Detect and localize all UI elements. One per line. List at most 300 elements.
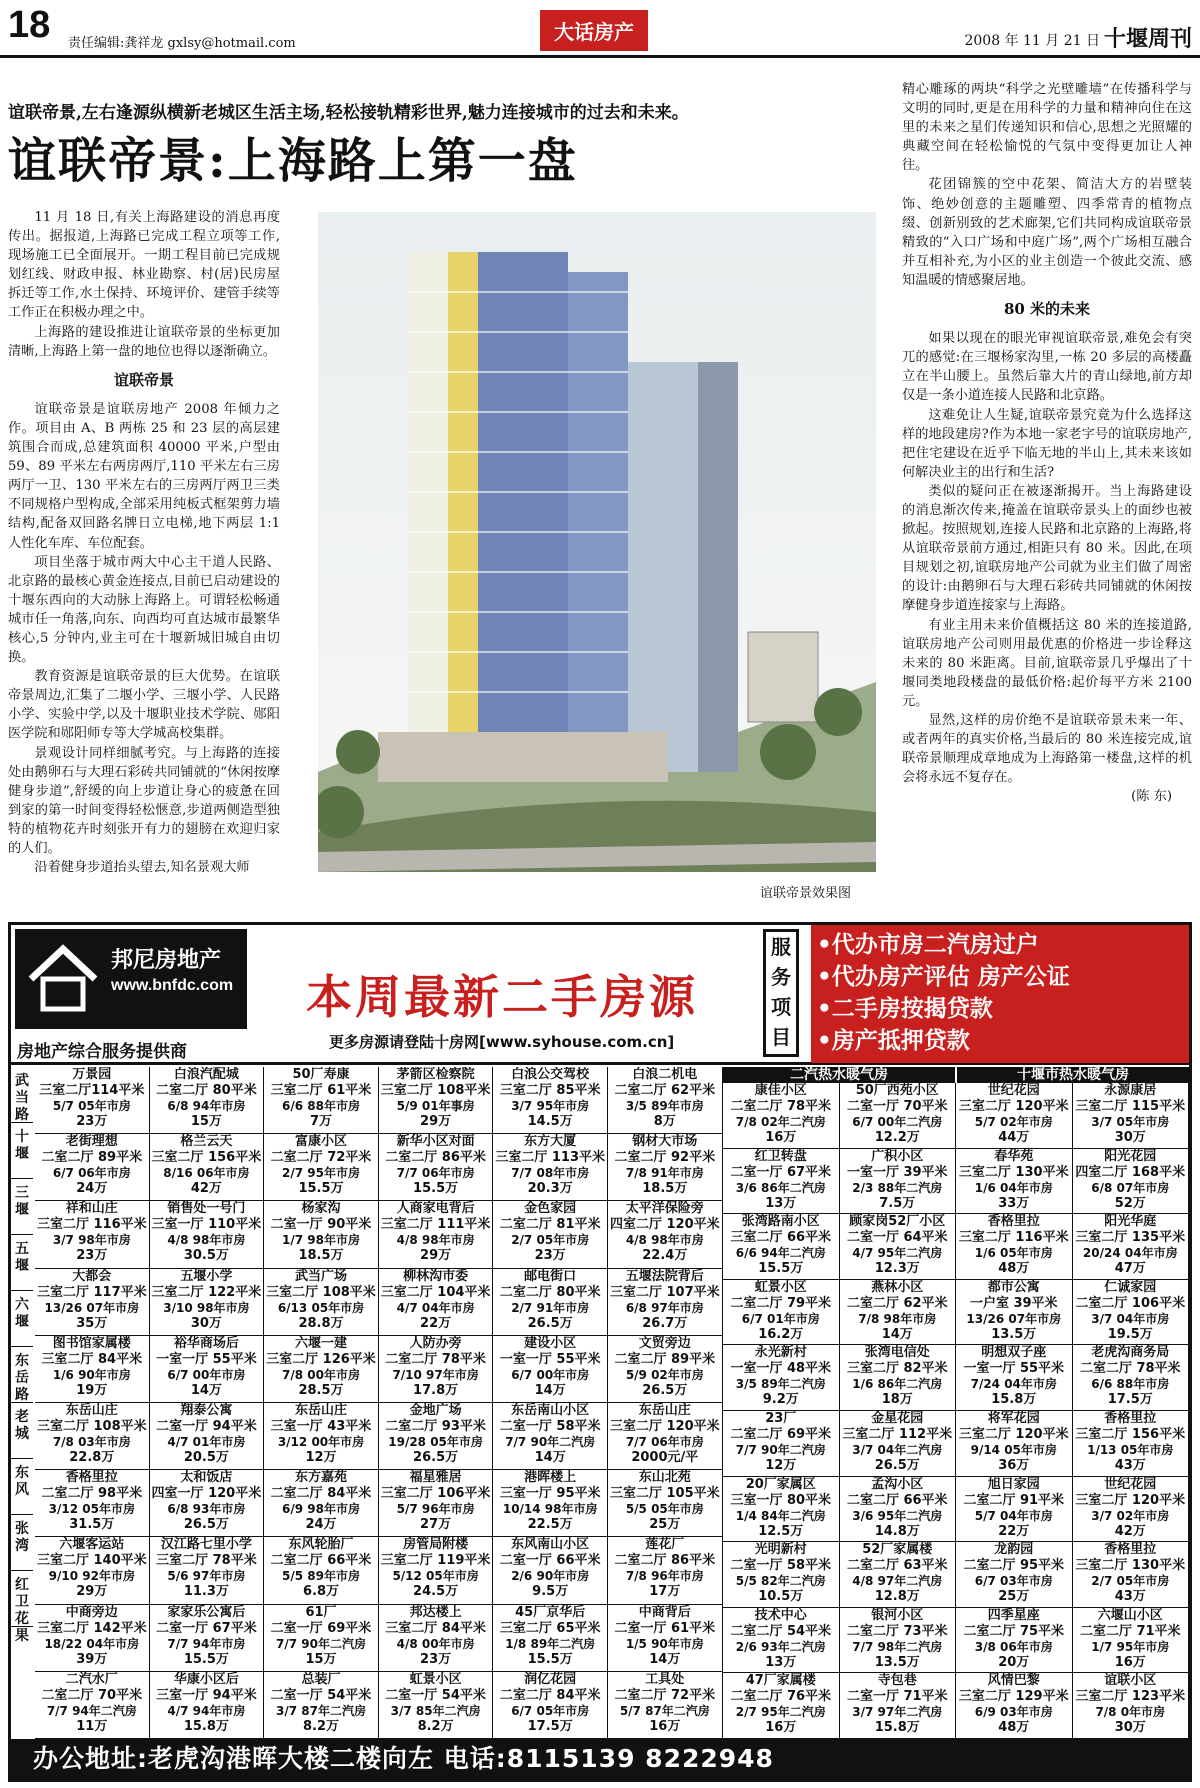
listing-floor: 3/6 86年二汽房 [735, 1180, 826, 1195]
subhead-yilian: 谊联帝景 [113, 370, 174, 389]
listing-layout: 二室二厅 76平米 [730, 1689, 832, 1705]
listing-name: 45厂京华后 [515, 1604, 586, 1620]
listing-name: 港晖楼上 [524, 1470, 577, 1486]
listing-price: 13.5万 [874, 1654, 920, 1670]
listing-price: 15.8万 [183, 1718, 229, 1734]
listing-layout: 二室二厅 66平米 [270, 1553, 372, 1569]
listing-floor: 13/26 07年市房 [44, 1300, 140, 1315]
listing-layout: 二室二厅 86平米 [385, 1150, 486, 1166]
listing-name: 金星花园 [871, 1411, 924, 1426]
listing-cell [35, 1537, 150, 1604]
listing-cell [379, 1672, 494, 1739]
listing-price: 7.5万 [879, 1195, 916, 1211]
listing-cell [956, 1542, 1073, 1608]
listing-cell [840, 1673, 957, 1739]
photo-caption: 谊联帝景效果图 [760, 886, 852, 901]
listing-floor: 13/26 07年市房 [966, 1311, 1062, 1326]
listing-price: 16万 [765, 1720, 797, 1736]
listing-floor: 6/8 97年市房 [625, 1300, 704, 1315]
listing-layout: 三室二厅 84平米 [41, 1351, 143, 1367]
listing-price: 12.2万 [874, 1130, 920, 1145]
listing-price: 6.8万 [302, 1584, 339, 1600]
listing-layout: 二室二厅 95平米 [963, 1558, 1065, 1574]
listing-price: 24万 [305, 1517, 337, 1533]
listing-floor: 3/7 97年二汽房 [852, 1705, 943, 1720]
listing-name: 建设小区 [524, 1335, 577, 1351]
district-label: 老城 [11, 1403, 33, 1459]
listing-name: 虹景小区 [409, 1671, 462, 1687]
listing-floor: 7/10 97年市房 [392, 1367, 479, 1382]
listing-name: 50厂西苑小区 [855, 1083, 939, 1098]
listing-price: 52万 [1114, 1195, 1146, 1211]
listing-floor: 1/5 90年市房 [625, 1636, 704, 1651]
listing-cell [1073, 1608, 1190, 1674]
listing-cell [150, 1605, 265, 1672]
listing-layout: 三室一厅 94平米 [156, 1687, 257, 1703]
listing-floor: 3/7 04年二汽房 [852, 1443, 943, 1457]
listing-price: 23万 [76, 1114, 108, 1129]
listing-name: 中商背后 [638, 1604, 691, 1620]
listing-name: 金地广场 [409, 1403, 462, 1418]
listing-name: 翔泰公寓 [180, 1403, 233, 1418]
listing-name: 广积小区 [871, 1148, 924, 1164]
listing-cell [840, 1608, 957, 1674]
listing-name: 六堰客运站 [59, 1537, 125, 1553]
company-name: 邦尼房地产 [111, 948, 222, 973]
listing-layout: 二室二厅 78平米 [730, 1099, 832, 1114]
listing-name: 白浪公交驾校 [511, 1067, 590, 1082]
building-rendering-photo [318, 212, 876, 872]
listing-price: 30万 [1114, 1130, 1146, 1145]
listing-price: 28.8万 [298, 1315, 344, 1331]
listing-cell [264, 1067, 379, 1134]
listing-price: 33万 [998, 1195, 1030, 1211]
listing-floor: 5/7 02年市房 [974, 1115, 1053, 1129]
district-label: 东风 [11, 1459, 33, 1515]
listing-floor: 1/6 04年市房 [974, 1180, 1053, 1195]
listing-layout: 二室二厅 81平米 [499, 1217, 601, 1233]
district-label: 红卫花果 [11, 1571, 33, 1627]
district-label: 武当路 [11, 1067, 33, 1123]
listing-cell [150, 1672, 265, 1739]
listing-price: 15.8万 [991, 1392, 1037, 1408]
company-logo [15, 929, 247, 1029]
listing-cell [723, 1214, 840, 1280]
listing-layout: 二室一厅 70平米 [846, 1099, 948, 1114]
listing-layout: 二室一厅 54平米 [270, 1687, 372, 1703]
listing-floor: 6/6 88年市房 [282, 1099, 360, 1113]
listing-cell [1073, 1083, 1190, 1149]
listing-layout: 一室一厅 39平米 [846, 1164, 948, 1180]
listing-floor: 2/3 88年二汽房 [852, 1180, 943, 1195]
listing-name: 世纪花园 [1104, 1476, 1157, 1492]
listing-name: 柳林沟市委 [403, 1268, 469, 1284]
listing-floor: 7/7 98年二汽房 [852, 1639, 943, 1654]
listing-layout: 三室二厅 112平米 [842, 1427, 953, 1442]
listing-price: 15万 [305, 1651, 337, 1667]
listing-layout: 三室二厅 104平米 [380, 1284, 491, 1300]
listing-layout: 三室二厅 120平米 [958, 1427, 1069, 1442]
listing-cell [956, 1608, 1073, 1674]
listing-price: 23万 [420, 1651, 452, 1667]
listing-layout: 二室二厅 106平米 [1075, 1295, 1186, 1311]
listing-layout: 二室二厅 70平米 [41, 1687, 143, 1703]
listing-layout: 四室二厅 168平米 [1075, 1164, 1186, 1180]
district-label: 五堰 [11, 1235, 33, 1291]
listing-layout: 三室二厅 107平米 [609, 1284, 720, 1300]
listing-price: 29万 [76, 1584, 108, 1600]
house-icon [23, 939, 103, 1019]
listing-cell [150, 1067, 265, 1134]
listing-name: 银河小区 [871, 1607, 924, 1623]
listing-floor: 5/7 05年市房 [52, 1099, 131, 1113]
listing-layout: 三室二厅 105平米 [609, 1486, 720, 1502]
listing-cell [723, 1608, 840, 1674]
listing-name: 东山北苑 [638, 1470, 691, 1486]
listing-cell [608, 1269, 723, 1336]
listing-layout: 三室二厅 61平米 [270, 1083, 372, 1098]
listing-cell [35, 1470, 150, 1537]
listing-floor: 3/5 89年市房 [625, 1099, 704, 1113]
listing-cell [608, 1403, 723, 1470]
listing-floor: 5/5 82年二汽房 [735, 1574, 826, 1589]
listing-price: 48万 [998, 1261, 1030, 1277]
listing-layout: 三室一厅 110平米 [151, 1217, 262, 1233]
listing-layout: 三室二厅 140平米 [36, 1553, 147, 1569]
listing-layout: 二室二厅 92平米 [614, 1150, 716, 1166]
listing-floor: 1/6 05年市房 [974, 1246, 1053, 1261]
listing-name: 阳光花园 [1104, 1148, 1157, 1164]
listing-cell [608, 1672, 723, 1739]
listing-name: 福星雅居 [409, 1470, 462, 1486]
listing-price: 8.2万 [417, 1718, 454, 1734]
paper-name: 十堰周刊 [1103, 26, 1192, 52]
listing-layout: 二室二厅 84平米 [499, 1687, 601, 1703]
district-label: 东岳路 [11, 1347, 33, 1403]
listing-price: 13万 [765, 1195, 797, 1211]
listing-floor: 10/14 98年市房 [502, 1502, 598, 1517]
district-label: 张湾 [11, 1515, 33, 1571]
service-item: •代办市房二汽房过户 [817, 932, 1039, 958]
listing-name: 六堰山小区 [1097, 1607, 1163, 1623]
listing-layout: 三室二厅 111平米 [380, 1217, 491, 1233]
listing-layout: 二室一厅 64平米 [846, 1230, 948, 1246]
listing-cell [264, 1201, 379, 1268]
listing-name: 东风南山小区 [511, 1537, 590, 1553]
listing-cell [493, 1067, 608, 1134]
header-erqi: 二汽热水暖气房 [723, 1067, 955, 1083]
listing-layout: 二室一厅 67平米 [156, 1620, 257, 1636]
listing-name: 旭日家园 [987, 1476, 1040, 1492]
listing-floor: 5/12 05年市房 [392, 1569, 479, 1584]
listing-floor: 5/7 96年市房 [396, 1502, 475, 1517]
listings-grid [11, 1067, 1189, 1739]
listing-name: 裕华商场后 [173, 1335, 239, 1351]
listing-price: 17.5万 [1107, 1392, 1153, 1408]
listing-name: 香格里拉 [1104, 1542, 1157, 1558]
listing-layout: 三室二厅 116平米 [36, 1217, 147, 1233]
listing-layout: 三室二厅 130平米 [958, 1164, 1069, 1180]
listing-cell [956, 1345, 1073, 1411]
listing-floor: 6/7 00年市房 [167, 1367, 246, 1382]
listing-layout: 四室二厅 120平米 [609, 1217, 720, 1233]
listing-floor: 3/7 87年二汽房 [276, 1703, 366, 1718]
listing-price: 14万 [881, 1326, 913, 1342]
listing-layout: 三室二厅 84平米 [385, 1620, 486, 1636]
listing-floor: 1/7 98年市房 [282, 1233, 360, 1248]
listing-price: 16.2万 [758, 1326, 804, 1342]
listing-cell [956, 1411, 1073, 1477]
listing-floor: 2/7 91年市房 [511, 1300, 590, 1315]
listing-cell [35, 1067, 150, 1134]
listing-cell [1073, 1149, 1190, 1215]
listing-cell [840, 1477, 957, 1543]
page-number: 18 [8, 4, 51, 46]
listing-layout: 三室二厅 85平米 [499, 1083, 601, 1098]
listing-name: 燕林小区 [871, 1279, 924, 1295]
listing-layout: 三室二厅 120平米 [609, 1419, 720, 1434]
listing-floor: 4/7 01年市房 [167, 1435, 246, 1449]
listing-floor: 19/28 05年市房 [388, 1435, 483, 1449]
listing-price: 18万 [881, 1392, 913, 1408]
listing-cell [150, 1537, 265, 1604]
listing-price: 16万 [649, 1718, 681, 1734]
listing-cell [493, 1269, 608, 1336]
listing-price: 47万 [1114, 1261, 1146, 1277]
listing-cell [608, 1134, 723, 1201]
listing-price: 48万 [998, 1720, 1030, 1736]
listing-cell [493, 1672, 608, 1739]
listing-floor: 1/8 89年二汽房 [505, 1636, 596, 1651]
listing-name: 图书馆家属楼 [52, 1335, 131, 1351]
listing-floor: 5/5 05年市房 [625, 1502, 704, 1517]
listing-layout: 三室二厅 119平米 [380, 1553, 491, 1569]
listing-layout: 三室二厅 108平米 [380, 1083, 491, 1098]
listing-layout: 二室二厅 69平米 [730, 1427, 832, 1442]
listing-price: 39万 [76, 1651, 108, 1667]
listing-name: 世纪花园 [987, 1083, 1040, 1098]
listing-name: 钢材大市场 [632, 1134, 698, 1150]
realestate-ad [8, 922, 1192, 1782]
listing-price: 2000元/平 [631, 1450, 699, 1465]
listing-price: 24.5万 [413, 1584, 459, 1600]
listing-name: 都市公寓 [987, 1279, 1040, 1295]
header-shiyan: 十堰市热水暖气房 [957, 1067, 1189, 1083]
listing-layout: 三室二厅 78平米 [156, 1553, 257, 1569]
listing-cell [264, 1134, 379, 1201]
listing-layout: 二室二厅 54平米 [730, 1623, 832, 1639]
listing-cell [1073, 1214, 1190, 1280]
page-header [0, 0, 1200, 58]
listing-floor: 8/16 06年市房 [163, 1166, 250, 1181]
listing-name: 风情巴黎 [987, 1673, 1040, 1689]
listing-name: 东岳山庄 [638, 1403, 691, 1418]
listing-floor: 4/7 94年市房 [167, 1703, 246, 1718]
listing-name: 仁诚家园 [1104, 1279, 1157, 1295]
listing-cell [723, 1477, 840, 1543]
listing-name: 六堰一建 [294, 1335, 347, 1351]
listing-cell [379, 1605, 494, 1672]
article-kicker: 谊联帝景,左右逢源纵横新老城区生活主场,轻松接轨精彩世界,魅力连接城市的过去和未来。 [8, 103, 689, 123]
listing-layout: 三室二厅 156平米 [1075, 1427, 1186, 1442]
listing-name: 武当广场 [294, 1268, 347, 1284]
listing-cell [723, 1673, 840, 1739]
listing-floor: 5/9 01年事房 [396, 1099, 475, 1113]
listing-name: 东方嘉苑 [294, 1470, 347, 1486]
listing-floor: 4/8 98年市房 [167, 1233, 246, 1248]
listing-name: 太和饭店 [180, 1470, 233, 1486]
listing-cell [264, 1605, 379, 1672]
listing-cell [608, 1605, 723, 1672]
section-brand: 大话房产 [540, 10, 648, 51]
listing-layout: 一室一厅 48平米 [730, 1361, 832, 1377]
listing-cell [493, 1336, 608, 1403]
article-column-3: 精心雕琢的两块“科学之光壁雕墙”在传播科学与文明的同时,更是在用科学的力量和精神向住在这里的未来之星们传递知识和信心,思想之光照耀的典藏空间在轻松愉悦的气氛中变得更加让人神往。 花团锦簇的空中花架、简洁大方的岩壁装饰、绝妙创意的主题雕塑、四季常青的植物点缀、创新别致的艺术廊架,它们共同构成谊联帝景精致的“入口广场和中庭广场”,两个广场相互融合并互相补充,为小区的业主创造一个彼此交流、感知温暖的情感聚居地。 80 米的未来 如果以现在的眼光审视谊联帝景,难免会有突兀的感觉:在三堰杨家沟里,一栋 20 多层的高楼矗立在半山腰上。虽然后靠大片的青山绿地,前方却仅是一条小道连接人民路和北京路。 这难免让人生疑,谊联帝景究竟为什么选择这样的地段建房?作为本地一家老字号的谊联房地产,把住宅建设在近乎下临无地的半山上,其未来该如何解决业主的出行和生活? 类似的疑问正在被逐渐揭开。当上海路建设的消息渐次传来,掩盖在谊联帝景头上的面纱也被掀起。按照规划,连接人民路和北京路的上海路,将从谊联帝景前方通过,相距只有 80 米。因此,在项目规划之初,谊联房地产公司就为业主们做了周密的设计:由鹅卵石与大理石彩砖共同铺就的休闲按摩健身步道连接家与上海路。 有业主用未来价值概括这 80 米的连接道路,谊联房地产公司则用最优惠的价格进一步诠释这未来的 80 米距离。目前,谊联帝景几乎爆出了十堰同类地段楼盘的最低价格:起价每平方米 2100 元。 显然,这样的房价绝不是谊联帝景未来一年、或者两年的真实价格,当最后的 80 米连接完成,谊联帝景顺理成章地成为上海路第一楼盘,这样的机会将永远不复存在。 (陈 东) [902, 80, 1192, 910]
listing-cell [493, 1537, 608, 1604]
listing-floor: 3/6 95年二汽房 [852, 1508, 943, 1523]
listing-price: 15.5万 [298, 1181, 344, 1197]
listing-price: 24万 [76, 1181, 108, 1197]
district-label: 十堰 [11, 1123, 33, 1179]
listing-cell [723, 1542, 840, 1608]
listing-cell [840, 1280, 957, 1346]
listing-name: 祥和山庄 [65, 1201, 118, 1217]
listing-cell [264, 1336, 379, 1403]
listing-price: 15.5万 [758, 1261, 804, 1277]
listing-cell [493, 1470, 608, 1537]
listing-cell [608, 1537, 723, 1604]
listing-floor: 3/7 95年市房 [511, 1099, 590, 1113]
listing-price: 13万 [765, 1654, 797, 1670]
listing-cell [150, 1470, 265, 1537]
listing-name: 春华苑 [994, 1148, 1034, 1164]
listing-floor: 4/8 00年市房 [396, 1636, 475, 1651]
listing-price: 26.5万 [527, 1315, 573, 1331]
listing-cell [608, 1336, 723, 1403]
listing-price: 15.8万 [874, 1720, 920, 1736]
listing-layout: 二室二厅 98平米 [41, 1486, 143, 1502]
listing-price: 14万 [534, 1450, 566, 1465]
listing-name: 新华小区对面 [396, 1134, 475, 1150]
listing-layout: 二室二厅 72平米 [614, 1687, 716, 1703]
listing-layout: 二室二厅 84平米 [270, 1486, 372, 1502]
listing-floor: 4/8 98年市房 [625, 1233, 704, 1248]
listing-price: 8.2万 [302, 1718, 339, 1734]
listing-layout: 二室二厅 78平米 [385, 1351, 486, 1367]
listing-floor: 9/10 92年市房 [48, 1569, 135, 1584]
article-column-1: 11 月 18 日,有关上海路建设的消息再度传出。据报道,上海路已完成工程立项等工作,现场施工已全面展开。一期工程目前已完成规划红线、财政申报、林业勘察、村(居)民房屋拆迁等工作,水土保持、环境评价、建管手续等工作正在积极办理之中。 上海路的建设推进让谊联帝景的坐标更加清晰,上海路上第一盘的地位也得以逐渐确立。 谊联帝景 谊联帝景是谊联房地产 2008 年倾力之作。项目由 A、B 两栋 25 和 23 层的高层建筑围合而成,总建筑面积 40000 平米,户型由 59、89 平米左右两房两厅,110 平米左右三房两厅一卫、130 平米左右的三房两厅两卫三类不同规格户型构成,全部采用纯板式框架剪力墙结构,配备双回路名牌日立电梯,地下两层 1:1 人性化车库、车位配套。 项目坐落于城市两大中心主干道人民路、北京路的最核心黄金连接点,目前已启动建设的十堰东西向的大动脉上海路上。可谓轻松畅通城市任一角落,向东、向西均可直达城市最繁华核心,5 分钟内,业主可在十堰新城旧城自由切换。 教育资源是谊联帝景的巨大优势。在谊联帝景周边,汇集了二堰小学、三堰小学、人民路小学、实验中学,以及十堰职业技术学院、郧阳医学院和郧阳师专等大学城高校集群。 景观设计同样细腻考究。与上海路的连接处由鹅卵石与大理石彩砖共同铺就的“休闲按摩健身步道”,舒缓的向上步道让身心的疲惫在回到家的第一时间变得轻松惬意,步道两侧造型独特的植物花卉时刻张开有力的翅膀在欢迎归家的人们。 沿着健身步道抬头望去,知名景观大师 [8, 210, 280, 876]
listing-floor: 2/7 05年市房 [1091, 1574, 1170, 1589]
service-item: •代办房产评估 房产公证 [817, 964, 1070, 990]
listing-floor: 3/7 85年二汽房 [390, 1703, 481, 1718]
listing-price: 20万 [998, 1654, 1030, 1670]
listing-price: 31.5万 [69, 1517, 115, 1533]
services-list [811, 925, 1189, 1063]
listing-price: 36万 [998, 1458, 1030, 1473]
listing-price: 43万 [1114, 1589, 1146, 1605]
listing-name: 东岳山庄 [294, 1403, 347, 1418]
listing-layout: 二室二厅 80平米 [499, 1284, 601, 1300]
listing-price: 18.5万 [298, 1248, 344, 1264]
listing-name: 61厂 [305, 1604, 337, 1620]
listing-price: 8万 [653, 1114, 676, 1129]
listing-layout: 三室二厅 108平米 [36, 1419, 147, 1434]
listing-name: 五堰小学 [180, 1268, 233, 1284]
listing-layout: 二室一厅 58平米 [730, 1558, 832, 1574]
listing-floor: 7/7 94年市房 [167, 1636, 246, 1651]
listing-price: 22万 [420, 1315, 452, 1331]
listing-name: 人商家电背后 [396, 1201, 475, 1217]
listing-floor: 6/9 98年市房 [282, 1502, 360, 1517]
district-sidebar [11, 1067, 33, 1739]
listing-floor: 4/8 98年市房 [396, 1233, 475, 1248]
listing-floor: 2/6 90年市房 [511, 1569, 590, 1584]
listing-floor: 2/6 93年二汽房 [735, 1639, 826, 1654]
listing-floor: 7/8 00年市房 [282, 1367, 360, 1382]
listing-name: 华康小区后 [173, 1671, 239, 1687]
listing-cell [379, 1269, 494, 1336]
listing-cell [150, 1201, 265, 1268]
listing-cell [608, 1470, 723, 1537]
listing-cell [608, 1201, 723, 1268]
listing-floor: 2/7 95年市房 [282, 1166, 360, 1181]
listing-layout: 二室二厅 66平米 [846, 1492, 948, 1508]
listing-cell [1073, 1280, 1190, 1346]
listing-layout: 三室二厅 126平米 [266, 1351, 376, 1367]
listing-name: 23厂 [765, 1411, 797, 1426]
editor-line: 责任编辑:龚祥龙 gxlsy@hotmail.com [68, 36, 296, 51]
listing-price: 26.5万 [874, 1458, 920, 1473]
listing-layout: 二室一厅 94平米 [156, 1419, 257, 1434]
listing-cell [1073, 1542, 1190, 1608]
listing-layout: 二室一厅 71平米 [846, 1689, 948, 1705]
listing-cell [35, 1269, 150, 1336]
listing-cell [493, 1134, 608, 1201]
listing-name: 张湾电信处 [864, 1345, 930, 1361]
listing-layout: 二室二厅 63平米 [846, 1558, 948, 1574]
listing-name: 50厂寿康 [292, 1067, 350, 1082]
listing-name: 工具处 [645, 1671, 685, 1687]
listing-price: 23万 [534, 1248, 566, 1264]
listing-price: 42万 [1114, 1523, 1146, 1539]
listing-cell [264, 1269, 379, 1336]
listing-layout: 三室二厅 82平米 [846, 1361, 948, 1377]
listing-floor: 7/8 96年市房 [625, 1569, 704, 1584]
listing-floor: 7/8 91年市房 [625, 1166, 704, 1181]
listing-price: 7万 [309, 1114, 332, 1129]
listing-name: 张湾路南小区 [741, 1214, 820, 1230]
listing-name: 二汽水厂 [65, 1671, 118, 1687]
listing-layout: 二室二厅 62平米 [614, 1083, 716, 1098]
listing-cell [379, 1067, 494, 1134]
listing-cell [379, 1201, 494, 1268]
listing-floor: 5/5 89年市房 [282, 1569, 360, 1584]
listing-layout: 二室一厅 58平米 [499, 1419, 601, 1434]
listing-name: 东岳山庄 [65, 1403, 118, 1418]
listing-cell [956, 1083, 1073, 1149]
ad-footer: 办公地址:老虎沟港晖大楼二楼向左 电话:8115139 8222948 [11, 1739, 1189, 1779]
listing-cell [35, 1605, 150, 1672]
listing-layout: 三室一厅 95平米 [499, 1486, 601, 1502]
listing-layout: 二室二厅 62平米 [846, 1295, 948, 1311]
listing-cell [493, 1403, 608, 1470]
listing-floor: 6/7 01年市房 [741, 1311, 820, 1326]
listing-layout: 三室一厅 80平米 [730, 1492, 832, 1508]
listing-floor: 5/7 87年二汽房 [619, 1703, 710, 1718]
listing-price: 27万 [420, 1517, 452, 1533]
listing-price: 15万 [190, 1114, 222, 1129]
listing-price: 12.5万 [758, 1523, 804, 1539]
